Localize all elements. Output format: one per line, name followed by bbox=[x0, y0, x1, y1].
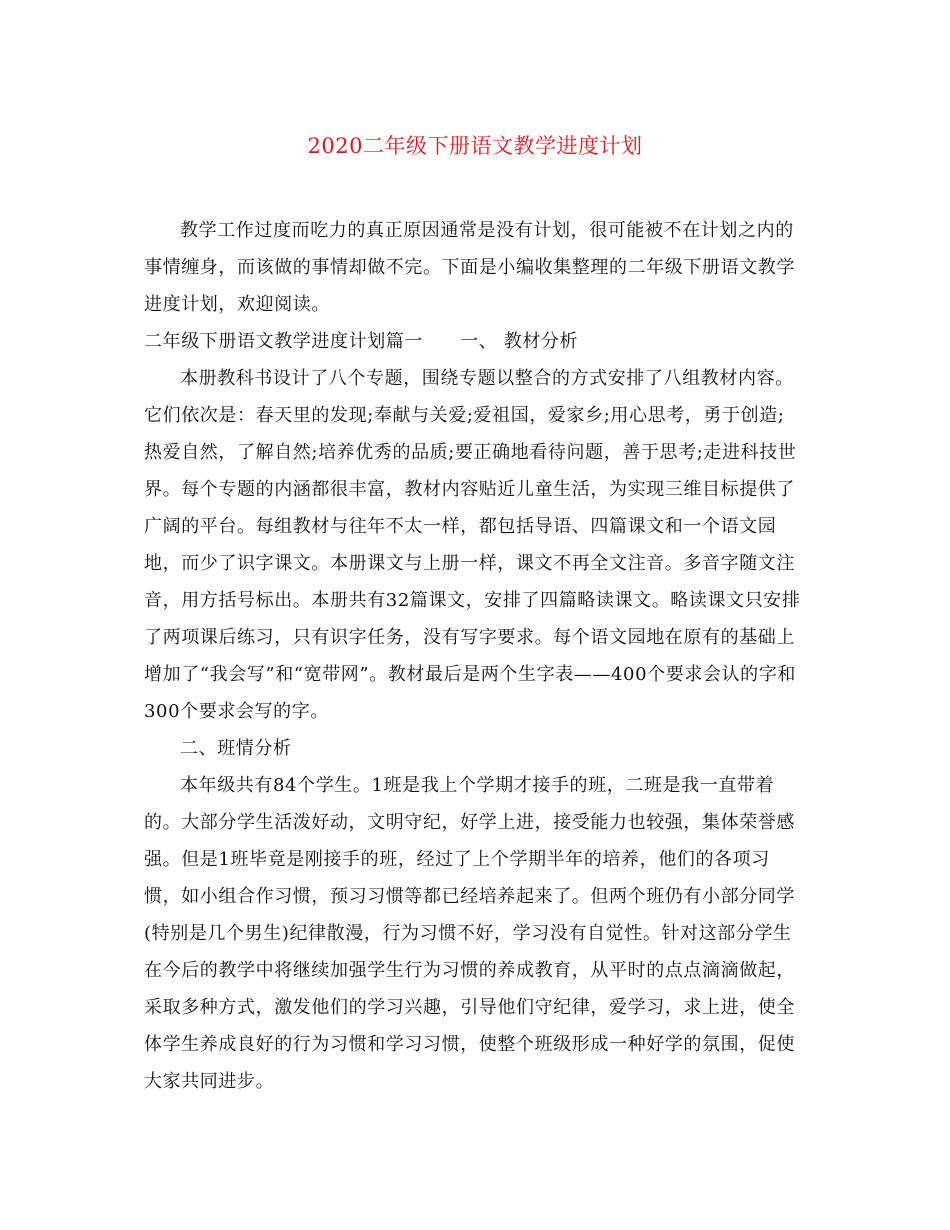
paragraph-line: 本年级共有84个学生。1班是我上个学期才接手的班，二班是我一直带着 bbox=[180, 775, 775, 796]
section-heading-line: 二、班情分析 bbox=[180, 738, 292, 759]
paragraph-line: 教学工作过度而吃力的真正原因通常是没有计划，很可能被不在计划之内的 bbox=[180, 220, 794, 241]
paragraph-line: 在今后的教学中将继续加强学生行为习惯的养成教育，从平时的点点滴滴做起， bbox=[144, 960, 795, 981]
paragraph-line: 它们依次是：春天里的发现;奉献与关爱;爱祖国，爱家乡;用心思考，勇于创造; bbox=[144, 405, 785, 426]
paragraph-line: 热爱自然，了解自然;培养优秀的品质;要正确地看待问题，善于思考;走进科技世 bbox=[144, 442, 797, 463]
paragraph-line: 300个要求会写的字。 bbox=[144, 701, 329, 722]
paragraph-line: 广阔的平台。每组教材与往年不太一样，都包括导语、四篇课文和一个语文园 bbox=[144, 516, 777, 537]
paragraph-line: 了两项课后练习，只有识字任务，没有写字要求。每个语文园地在原有的基础上 bbox=[144, 627, 795, 648]
paragraph-line: 体学生养成良好的行为习惯和学习习惯，使整个班级形成一种好学的氛围，促使 bbox=[144, 1034, 795, 1055]
paragraph-line: 音，用方括号标出。本册共有32篇课文，安排了四篇略读课文。略读课文只安排 bbox=[144, 590, 801, 611]
section-heading-line: 二年级下册语文教学进度计划篇一 一、 教材分析 bbox=[144, 331, 579, 352]
paragraph-line: 采取多种方式，激发他们的学习兴趣，引导他们守纪律，爱学习，求上进，使全 bbox=[144, 997, 795, 1018]
paragraph-line: 地，而少了识字课文。本册课文与上册一样，课文不再全文注音。多音字随文注 bbox=[144, 553, 795, 574]
paragraph-line: (特别是几个男生)纪律散漫，行为习惯不好，学习没有自觉性。针对这部分学生 bbox=[144, 923, 792, 944]
paragraph-line: 惯，如小组合作习惯，预习习惯等都已经培养起来了。但两个班仍有小部分同学 bbox=[144, 886, 795, 907]
paragraph-line: 事情缠身，而该做的事情却做不完。下面是小编收集整理的二年级下册语文教学 bbox=[144, 257, 795, 278]
paragraph-line: 界。每个专题的内涵都很丰富，教材内容贴近儿童生活，为实现三维目标提供了 bbox=[144, 479, 795, 500]
paragraph-line: 强。但是1班毕竟是刚接手的班，经过了上个学期半年的培养，他们的各项习 bbox=[144, 849, 770, 870]
paragraph-line: 的。大部分学生活泼好动，文明守纪，好学上进，接受能力也较强，集体荣誉感 bbox=[144, 812, 795, 833]
document-title: 2020二年级下册语文教学进度计划 bbox=[307, 134, 643, 158]
paragraph-line: 本册教科书设计了八个专题，围绕专题以整合的方式安排了八组教材内容。 bbox=[180, 368, 794, 389]
paragraph-line: 进度计划，欢迎阅读。 bbox=[144, 294, 330, 315]
paragraph-line: 大家共同进步。 bbox=[144, 1071, 275, 1092]
paragraph-line: 增加了“我会写”和“宽带网”。教材最后是两个生字表——400个要求会认的字和 bbox=[144, 664, 796, 685]
